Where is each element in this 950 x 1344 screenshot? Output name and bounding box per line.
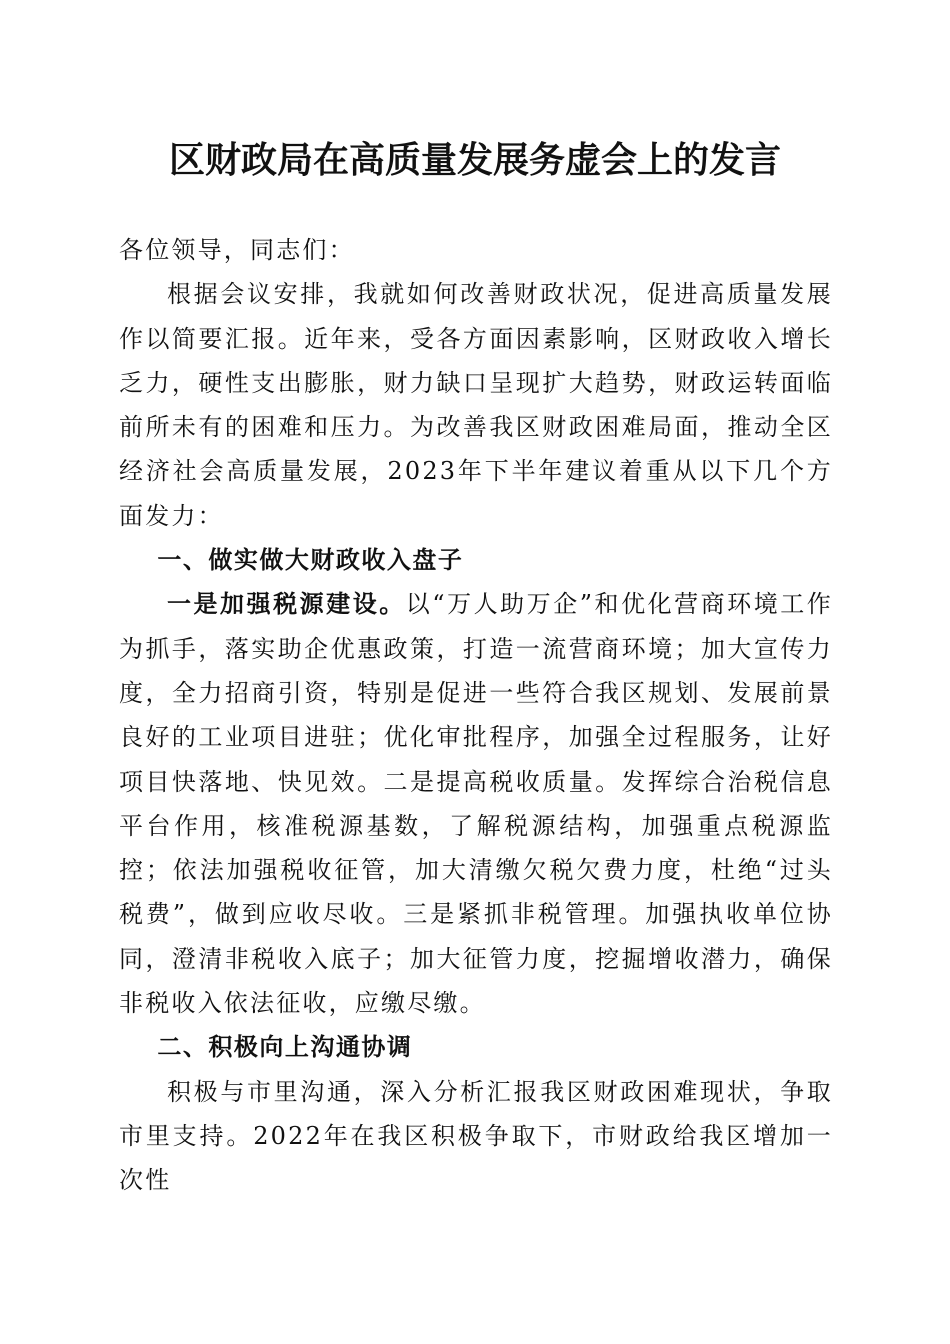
document-body [119, 228, 833, 1203]
section-1-lead: 一是加强税源建设。 [167, 589, 406, 619]
section-1-text: 以“万人助万企”和优化营商环境工作为抓手，落实助企优惠政策，打造一流营商环境；加大宣传力度，全力招商引资，特别是促进一些符合我区规划、发展前景良好的工业项目进驻；优化审批程序，加强全过程服务，让好项目快落地、快见效。二是提高税收质量。发挥综合治税信息平台作用，核准税源基数，了解税源结构，加强重点税源监控；依法加强税收征管，加大清缴欠税欠费力度，杜绝“过头税费”，做到应收尽收。三是紧抓非税管理。加强执收单位协同，澄清非税收入底子；加大征管力度，挖掘增收潜力，确保非税收入依法征收，应缴尽缴。 [119, 590, 833, 1018]
intro-paragraph: 根据会议安排，我就如何改善财政状况，促进高质量发展作以简要汇报。近年来，受各方面因素影响，区财政收入增长乏力，硬性支出膨胀，财力缺口呈现扩大趋势，财政运转面临前所未有的困难和压力。为改善我区财政困难局面，推动全区经济社会高质量发展，2023年下半年建议着重从以下几个方面发力： [119, 280, 833, 530]
section-1-paragraph [119, 582, 833, 1025]
salutation: 各位领导，同志们： [119, 236, 355, 264]
section-heading-2: 二、积极向上沟通协调 [157, 1033, 413, 1062]
section-2-paragraph: 积极与市里沟通，深入分析汇报我区财政困难现状，争取市里支持。2022年在我区积极争取下，市财政给我区增加一次性 [119, 1077, 833, 1195]
section-heading-1: 一、做实做大财政收入盘子 [157, 546, 464, 575]
document-title: 区财政局在高质量发展务虚会上的发言 [168, 139, 781, 181]
